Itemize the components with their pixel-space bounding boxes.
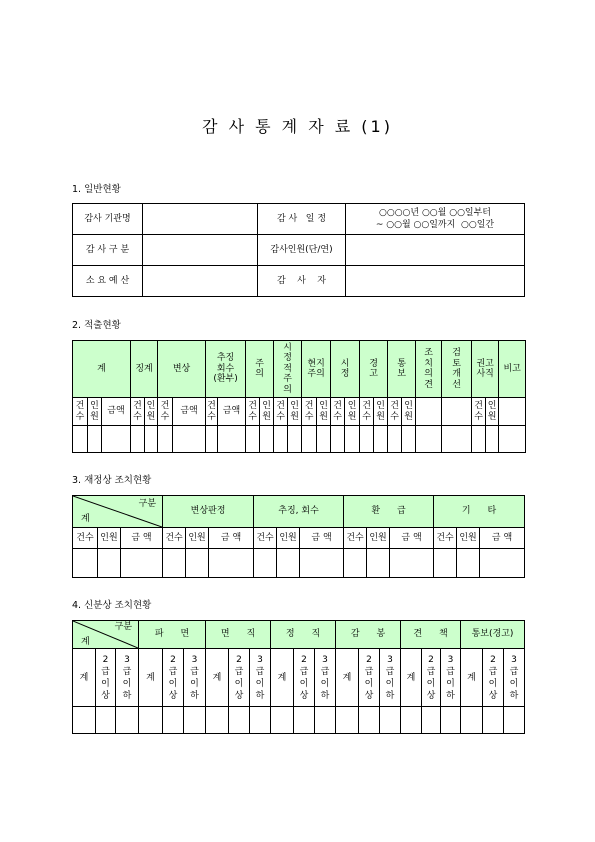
personnel-sub-grade2-above: 2 급 이 상 (229, 649, 250, 707)
financial-data-cell (98, 549, 121, 578)
financial-data-cell (277, 549, 300, 578)
findings-col-review-improvement: 검 토 개 선 (442, 341, 472, 398)
budget-value-cell (143, 266, 258, 297)
personnel-data-cell (73, 707, 96, 734)
findings-data-cell (345, 426, 360, 453)
personnel-sub-grade2-above: 2 급 이 상 (294, 649, 315, 707)
financial-data-row (73, 549, 525, 578)
personnel-data-cell (483, 707, 504, 734)
personnel-data-cell (250, 707, 271, 734)
general-row-agency (73, 204, 525, 235)
auditor-label: 감 사 자 (258, 266, 346, 297)
findings-sub-persons: 인 원 (374, 398, 388, 426)
findings-data-cell (158, 426, 173, 453)
diagonal-divider (73, 621, 138, 648)
personnel-sub-grade3-below: 3 급 이 하 (116, 649, 139, 707)
findings-data-cell (206, 426, 218, 453)
diagonal-divider (73, 496, 162, 527)
findings-sub-cases: 건 수 (472, 398, 486, 426)
personnel-sub-grade3-below: 3 급 이 하 (250, 649, 271, 707)
findings-data-cell (442, 426, 472, 453)
financial-data-cell (209, 549, 254, 578)
personnel-data-cell (504, 707, 525, 734)
schedule-line-2: ~ ○○월 ○○일까지 ○○일간 (375, 220, 495, 230)
findings-sub-cases: 건 수 (302, 398, 317, 426)
findings-col-compensation: 변상 (158, 341, 206, 398)
findings-col-resignation-advice: 권고 사직 (472, 341, 499, 398)
findings-data-cell (88, 426, 102, 453)
findings-data-cell (402, 426, 416, 453)
financial-sub-cases: 건수 (163, 528, 186, 549)
financial-col-other: 기 타 (434, 496, 525, 528)
financial-corner-cell (73, 496, 163, 528)
findings-col-total: 계 (73, 341, 131, 398)
findings-sub-empty (442, 398, 472, 426)
findings-sub-cases: 건 수 (331, 398, 345, 426)
section-general-heading: 1. 일반현황 (72, 184, 121, 195)
findings-sub-empty (499, 398, 526, 426)
personnel-data-row (73, 707, 525, 734)
findings-sub-cases: 건 수 (206, 398, 218, 426)
agency-label: 감사 기관명 (73, 204, 143, 235)
findings-data-cell (260, 426, 274, 453)
financial-data-cell (254, 549, 277, 578)
general-row-category (73, 235, 525, 266)
personnel-data-cell (336, 707, 359, 734)
personnel-sub-grade2-above: 2 급 이 상 (359, 649, 380, 707)
findings-sub-amount: 금액 (102, 398, 131, 426)
financial-sub-persons: 인원 (457, 528, 480, 549)
financial-col-recovery: 추징, 회수 (254, 496, 344, 528)
findings-col-correction: 시 정 (331, 341, 360, 398)
findings-data-cell (173, 426, 206, 453)
personnel-data-cell (139, 707, 163, 734)
financial-data-cell (390, 549, 434, 578)
findings-data-row (73, 426, 526, 453)
findings-sub-cases: 건 수 (73, 398, 88, 426)
personnel-sub-total: 계 (336, 649, 359, 707)
personnel-data-cell (163, 707, 184, 734)
personnel-header-row (73, 621, 525, 649)
personnel-sub-total: 계 (271, 649, 294, 707)
personnel-col-dismissal: 파 면 (139, 621, 206, 649)
personnel-data-cell (206, 707, 229, 734)
findings-sub-cases: 건 수 (274, 398, 288, 426)
financial-data-cell (163, 549, 186, 578)
section-personnel-heading: 4. 신분상 조치현황 (72, 600, 152, 611)
findings-col-notice: 통 보 (388, 341, 416, 398)
auditor-value-cell (346, 266, 525, 297)
personnel-sub-grade3-below: 3 급 이 하 (184, 649, 206, 707)
findings-data-cell (131, 426, 145, 453)
findings-subheader-row (73, 398, 526, 426)
personnel-sub-total: 계 (461, 649, 483, 707)
personnel-data-cell (229, 707, 250, 734)
findings-data-cell (486, 426, 499, 453)
financial-header-row (73, 496, 525, 528)
findings-sub-cases: 건 수 (158, 398, 173, 426)
general-status-table (72, 203, 525, 297)
financial-data-cell (434, 549, 457, 578)
financial-sub-amount: 금 액 (390, 528, 434, 549)
financial-data-cell (300, 549, 344, 578)
findings-sub-persons: 인 원 (345, 398, 360, 426)
findings-sub-persons: 인 원 (402, 398, 416, 426)
personnel-sub-total: 계 (401, 649, 422, 707)
personnel-sub-grade2-above: 2 급 이 상 (163, 649, 184, 707)
personnel-actions-table (72, 620, 525, 734)
schedule-label: 감 사 일 정 (258, 204, 346, 235)
findings-status-table (72, 340, 526, 453)
financial-data-cell (121, 549, 163, 578)
findings-col-recovery: 추징 회수 (환부) (206, 341, 246, 398)
personnel-data-cell (116, 707, 139, 734)
personnel-sub-total: 계 (73, 649, 96, 707)
findings-data-cell (360, 426, 374, 453)
financial-sub-persons: 인원 (367, 528, 390, 549)
schedule-line-1: ○○○○년 ○○월 ○○일부터 (378, 208, 492, 218)
findings-data-cell (246, 426, 260, 453)
personnel-sub-grade3-below: 3 급 이 하 (380, 649, 401, 707)
findings-sub-persons: 인 원 (317, 398, 331, 426)
schedule-value-cell (346, 204, 525, 235)
findings-sub-persons: 인 원 (88, 398, 102, 426)
staff-label: 감사인원(단/연) (258, 235, 346, 266)
findings-sub-cases: 건 수 (388, 398, 402, 426)
personnel-col-pay-cut: 감 봉 (336, 621, 401, 649)
financial-data-cell (480, 549, 525, 578)
personnel-data-cell (461, 707, 483, 734)
financial-sub-persons: 인원 (186, 528, 209, 549)
personnel-sub-total: 계 (206, 649, 229, 707)
personnel-data-cell (184, 707, 206, 734)
financial-col-compensation-judgment: 변상판정 (163, 496, 254, 528)
section-findings-heading: 2. 적출현황 (72, 320, 121, 331)
findings-data-cell (317, 426, 331, 453)
findings-sub-persons: 인 원 (486, 398, 499, 426)
personnel-data-cell (401, 707, 422, 734)
personnel-sub-grade3-below: 3 급 이 하 (504, 649, 525, 707)
agency-value-cell (143, 204, 258, 235)
findings-sub-persons: 인 원 (145, 398, 158, 426)
financial-subheader-row (73, 528, 525, 549)
financial-data-cell (367, 549, 390, 578)
findings-col-action-opinion: 조 치 의 견 (416, 341, 442, 398)
findings-sub-amount: 금액 (218, 398, 246, 426)
personnel-sub-grade2-above: 2 급 이 상 (96, 649, 116, 707)
financial-col-refund: 환 급 (344, 496, 434, 528)
personnel-sub-grade3-below: 3 급 이 하 (441, 649, 461, 707)
staff-value-cell (346, 235, 525, 266)
findings-data-cell (416, 426, 442, 453)
findings-sub-persons: 인 원 (288, 398, 302, 426)
financial-data-cell (457, 549, 480, 578)
findings-col-corrective-caution: 시 정 적 주 의 (274, 341, 302, 398)
corner-category-label: 구분 (138, 499, 157, 509)
financial-sub-amount: 금 액 (300, 528, 344, 549)
personnel-data-cell (294, 707, 315, 734)
findings-data-cell (331, 426, 345, 453)
findings-header-row (73, 341, 526, 398)
findings-data-cell (499, 426, 526, 453)
findings-data-cell (288, 426, 302, 453)
findings-col-onsite-caution: 현지 주의 (302, 341, 331, 398)
findings-col-warning: 경 고 (360, 341, 388, 398)
category-value-cell (143, 235, 258, 266)
findings-data-cell (218, 426, 246, 453)
budget-label: 소 요 예 산 (73, 266, 143, 297)
corner-total-label: 계 (81, 636, 90, 647)
personnel-sub-total: 계 (139, 649, 163, 707)
financial-sub-cases: 건수 (254, 528, 277, 549)
findings-data-cell (472, 426, 486, 453)
personnel-data-cell (359, 707, 380, 734)
findings-col-caution: 주 의 (246, 341, 274, 398)
findings-sub-amount: 금액 (173, 398, 206, 426)
findings-data-cell (302, 426, 317, 453)
findings-sub-cases: 건 수 (131, 398, 145, 426)
personnel-data-cell (422, 707, 441, 734)
personnel-subheader-row (73, 649, 525, 707)
financial-actions-table (72, 495, 525, 578)
personnel-col-discharge: 면 직 (206, 621, 271, 649)
findings-data-cell (73, 426, 88, 453)
personnel-col-suspension: 정 직 (271, 621, 336, 649)
findings-sub-cases: 건 수 (360, 398, 374, 426)
section-financial-heading: 3. 재정상 조치현황 (72, 475, 152, 486)
general-row-budget (73, 266, 525, 297)
category-label: 감 사 구 분 (73, 235, 143, 266)
findings-col-remarks: 비고 (499, 341, 526, 398)
findings-data-cell (274, 426, 288, 453)
personnel-data-cell (380, 707, 401, 734)
personnel-data-cell (271, 707, 294, 734)
financial-sub-cases: 건수 (73, 528, 98, 549)
financial-sub-persons: 인원 (98, 528, 121, 549)
findings-data-cell (388, 426, 402, 453)
financial-sub-amount: 금 액 (480, 528, 525, 549)
financial-sub-persons: 인원 (277, 528, 300, 549)
financial-sub-cases: 건수 (344, 528, 367, 549)
financial-data-cell (186, 549, 209, 578)
personnel-sub-grade3-below: 3 급 이 하 (315, 649, 336, 707)
personnel-sub-grade2-above: 2 급 이 상 (422, 649, 441, 707)
findings-sub-cases: 건 수 (246, 398, 260, 426)
financial-data-cell (73, 549, 98, 578)
findings-data-cell (145, 426, 158, 453)
findings-sub-persons: 인 원 (260, 398, 274, 426)
corner-total-label: 계 (81, 513, 90, 524)
personnel-data-cell (96, 707, 116, 734)
document-title: 감 사 통 계 자 료 (1) (202, 117, 393, 136)
personnel-sub-grade2-above: 2 급 이 상 (483, 649, 504, 707)
personnel-col-notice-warning: 통보(경고) (461, 621, 525, 649)
corner-category-label: 구분 (114, 622, 133, 632)
findings-col-discipline: 징계 (131, 341, 158, 398)
findings-data-cell (374, 426, 388, 453)
findings-data-cell (102, 426, 131, 453)
financial-data-cell (344, 549, 367, 578)
personnel-data-cell (441, 707, 461, 734)
personnel-corner-cell (73, 621, 139, 649)
financial-sub-cases: 건수 (434, 528, 457, 549)
findings-sub-empty (416, 398, 442, 426)
personnel-col-reprimand: 견 책 (401, 621, 461, 649)
financial-sub-amount: 금 액 (209, 528, 254, 549)
personnel-data-cell (315, 707, 336, 734)
financial-sub-amount: 금 액 (121, 528, 163, 549)
